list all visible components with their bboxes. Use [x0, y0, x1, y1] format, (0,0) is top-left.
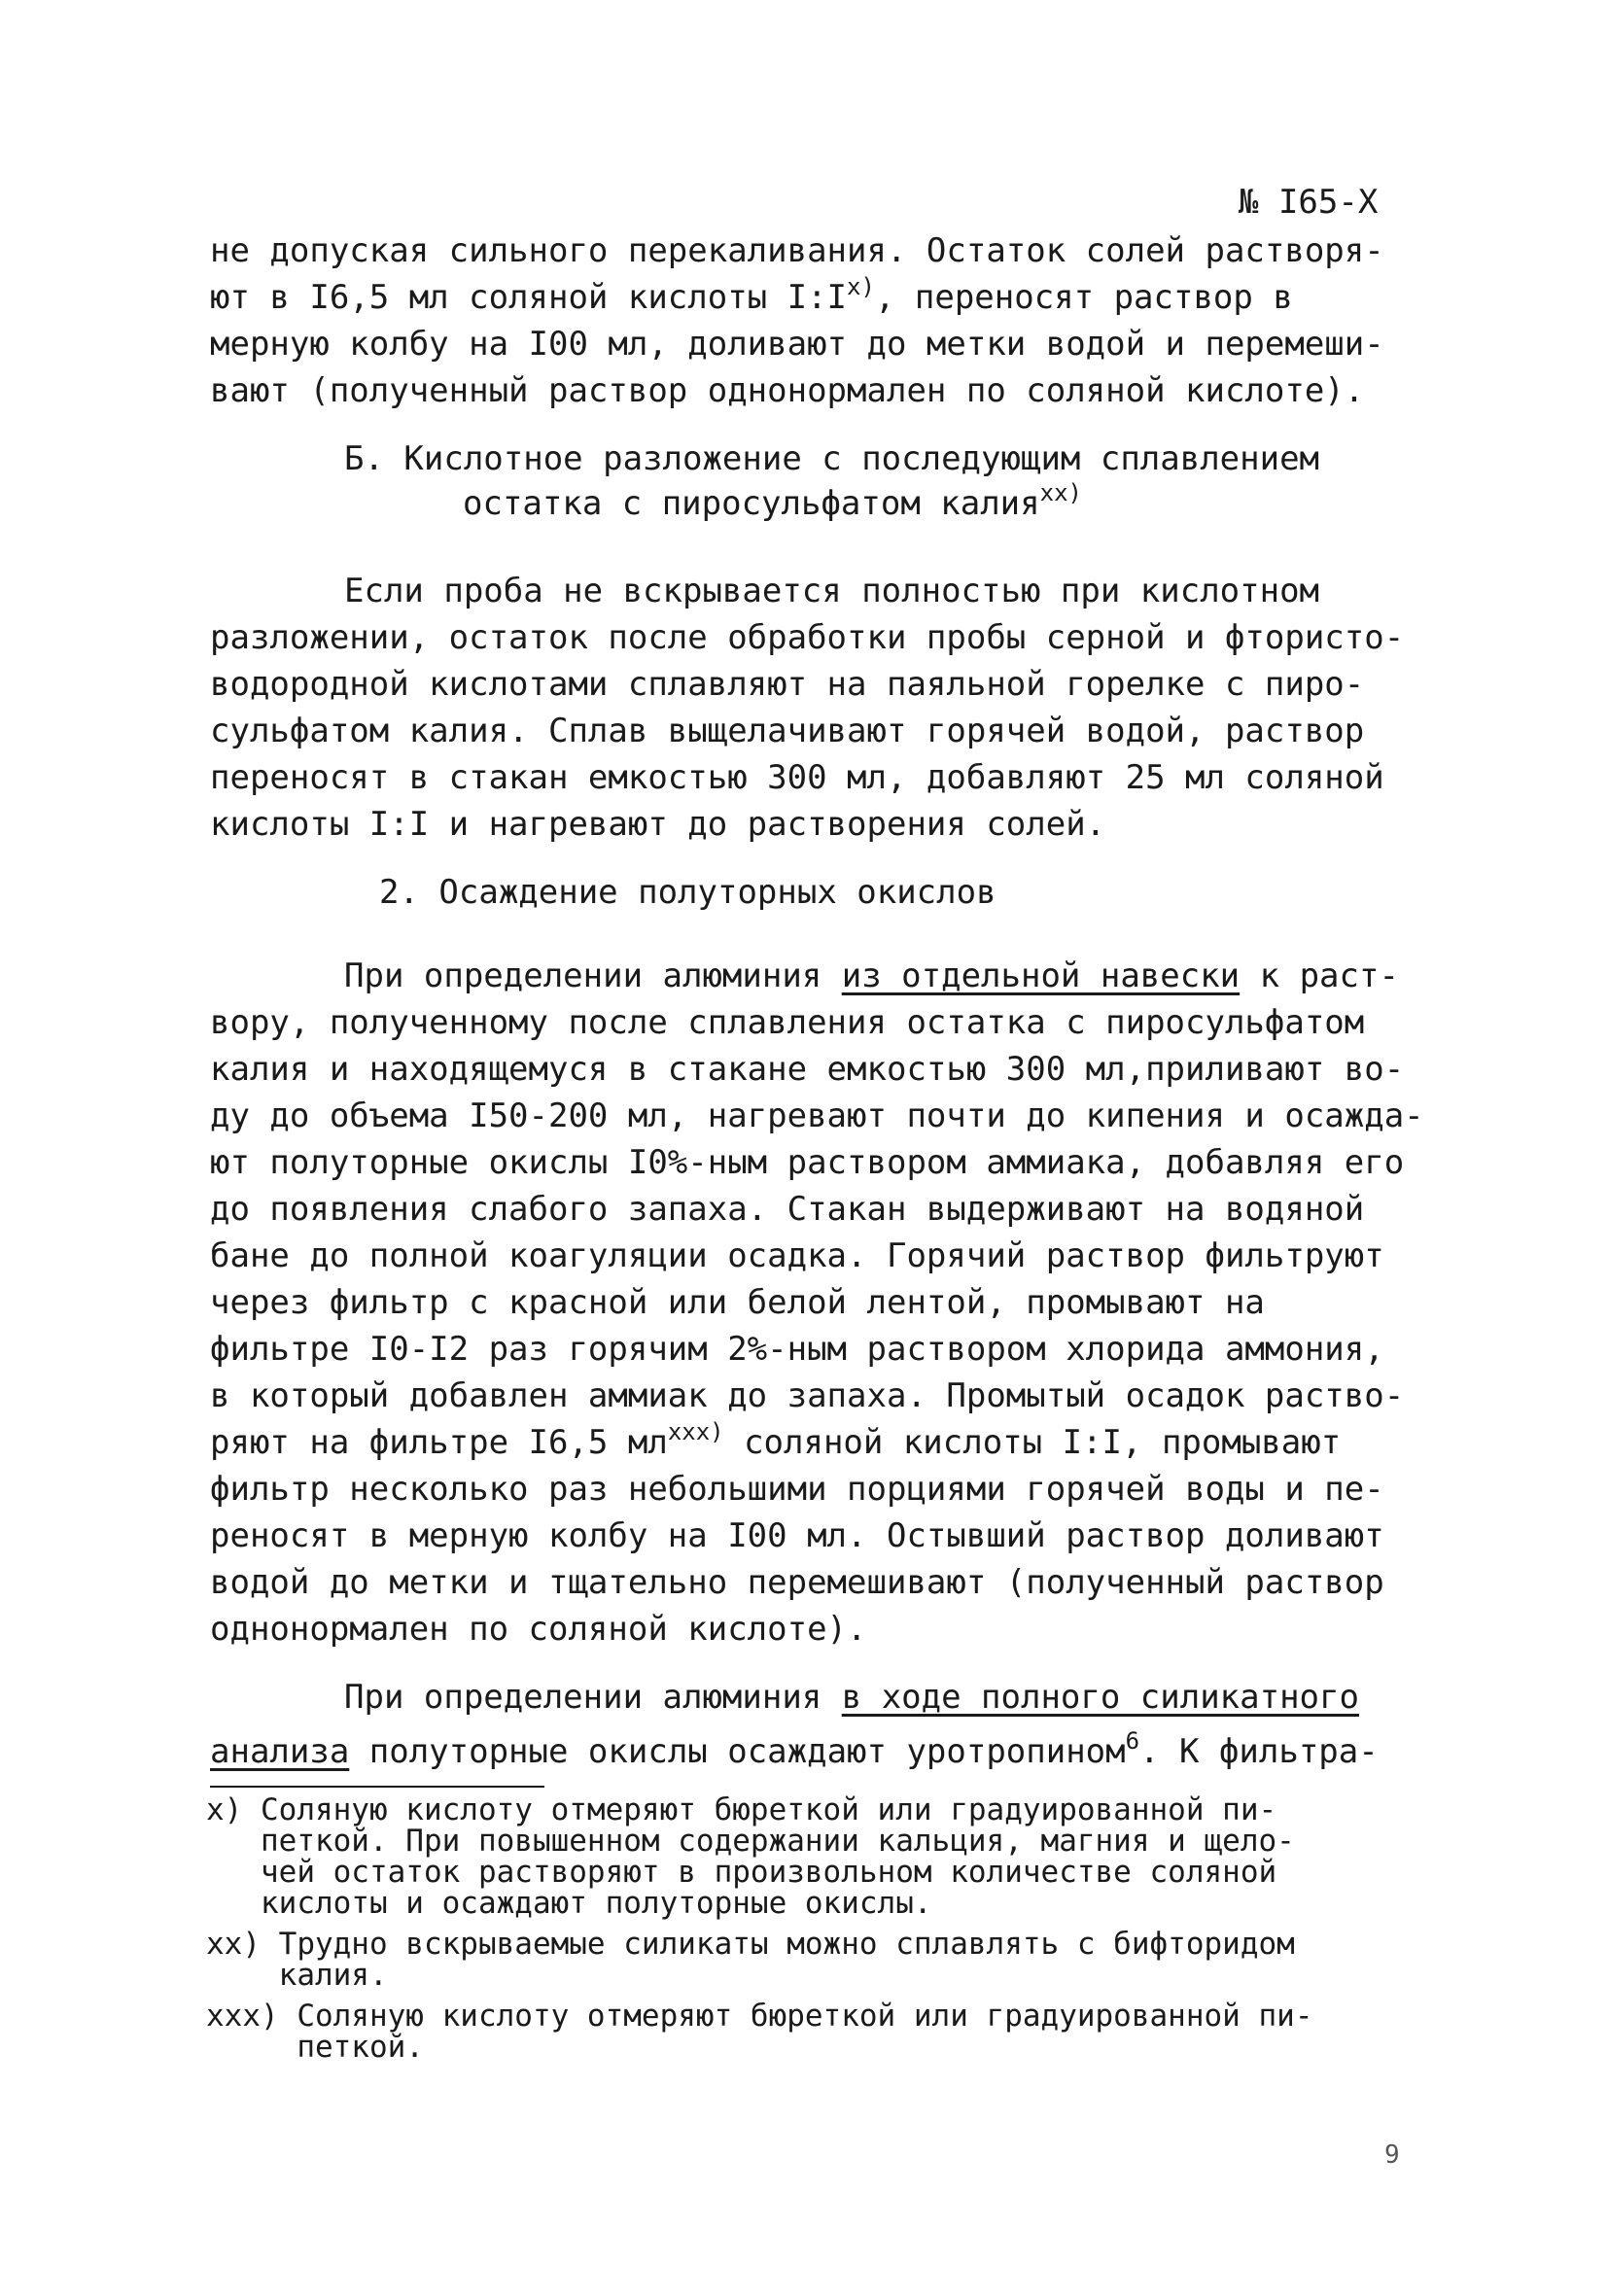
intro-line: ют в I6,5 мл соляной кислоты $I:I^{x)}$, переносят раствор в — [210, 273, 1293, 317]
section-2-last-line: анализа полуторные окислы осаждают уротропином$^6$. К фильтра- — [210, 1727, 1379, 1771]
section-2-line: водой до метки и тщательно перемешивают (полученный раствор — [210, 1563, 1384, 1602]
section-2-line: вору, полученному после сплавления остатка с пиросульфатом — [210, 1003, 1365, 1042]
footnote-xx-line: калия. — [206, 1958, 388, 1993]
section-2-heading: 2. Осаждение полуторных окислов — [379, 873, 996, 912]
section-2-line: ют полуторные окислы I0%-ным раствором аммиака, добавляя его — [210, 1143, 1405, 1182]
footnote-x-line: кислоты и осаждают полуторные окислы. — [206, 1886, 932, 1921]
section-b-line: разложении, остаток после обработки пробы серной и фтористо- — [210, 618, 1405, 657]
margin-mark: 9 — [1384, 2140, 1400, 2170]
section-2-line: ду до объема I50-200 мл, нагревают почти до кипения и осажда- — [210, 1096, 1424, 1135]
section-2-line: При определении алюминия из отдельной навески к раст- — [344, 957, 1399, 995]
section-2-line: в который добавлен аммиак до запаха. Промытый осадок раство- — [210, 1376, 1405, 1415]
section-2-line: калия и находящемуся в стакане емкостью 300 мл,приливают во- — [210, 1050, 1405, 1089]
reference-number: 6 — [1125, 1727, 1140, 1755]
footnote-xxx-line: петкой. — [206, 2030, 424, 2065]
intro-line: не допуская сильного перекаливания. Остаток солей растворя- — [210, 231, 1384, 270]
footnote-x-line: петкой. При повышенном содержании кальция, магния и щело- — [206, 1824, 1295, 1859]
section-b-line: Если проба не вскрывается полностью при кислотном — [344, 572, 1320, 610]
footnote-ref-xxx: xxx) — [667, 1418, 724, 1445]
footnote-ref-x: x) — [847, 273, 875, 300]
section-b-line: переносят в стакан емкостью 300 мл, добавляют 25 мл соляной — [210, 758, 1384, 797]
section-b-line: кислоты I:I и нагревают до растворения солей. — [210, 805, 1106, 844]
section-b-line: сульфатом калия. Сплав выщелачивают горячей водой, раствор — [210, 712, 1365, 750]
underlined-phrase: в ходе полного силикатного — [841, 1678, 1359, 1717]
underlined-phrase: из отдельной навески — [841, 957, 1241, 995]
intro-line: вают (полученный раствор однонормален по соляной кислоте). — [210, 371, 1365, 410]
section-b-heading-line2: остатка с пиросульфатом калия$^{xx)}$ — [463, 479, 1082, 523]
section-2-line: фильтр несколько раз небольшими порциями горячей воды и пе- — [210, 1470, 1384, 1509]
intro-line: мерную колбу на I00 мл, доливают до метки водой и перемеши- — [210, 325, 1384, 364]
underlined-phrase: анализа — [210, 1732, 350, 1771]
footnote-x-line: x) Соляную кислоту отмеряют бюреткой или градуированной пи- — [206, 1792, 1277, 1827]
section-2-line: до появления слабого запаха. Стакан выдерживают на водяной — [210, 1190, 1365, 1229]
section-2-line: через фильтр с красной или белой лентой, промывают на — [210, 1283, 1265, 1322]
footnote-xx-line: xx) Трудно вскрываемые силикаты можно сплавлять с бифторидом — [206, 1927, 1295, 1962]
section-2-line: фильтре I0-I2 раз горячим 2%-ным раствором хлорида аммония, — [210, 1330, 1384, 1369]
section-2-line: бане до полной коагуляции осадка. Горячий раствор фильтруют — [210, 1236, 1384, 1275]
section-2-line: однонормален по соляной кислоте). — [210, 1610, 867, 1649]
footnote-x-line: чей остаток растворяют в произвольном количестве соляной — [206, 1855, 1277, 1890]
section-b-line: водородной кислотами сплавляют на паяльной горелке с пиро- — [210, 665, 1365, 704]
footnote-separator — [210, 1786, 544, 1788]
section-2-line: ряют на фильтре I6,5 $мл^{xxx)}$ соляной кислоты I:I, промывают — [210, 1418, 1342, 1462]
footnote-ref-xx: xx) — [1039, 479, 1082, 506]
page-number: № I65-X — [1239, 183, 1379, 222]
footnote-xxx-line: xxx) Соляную кислоту отмеряют бюреткой или градуированной пи- — [206, 1999, 1313, 2034]
section-b-heading-line1: Б. Кислотное разложение с последующим сплавлением — [344, 439, 1320, 478]
section-2-line: реносят в мерную колбу на I00 мл. Остывший раствор доливают — [210, 1516, 1384, 1555]
section-2-line: При определении алюминия в ходе полного силикатного — [344, 1678, 1359, 1717]
